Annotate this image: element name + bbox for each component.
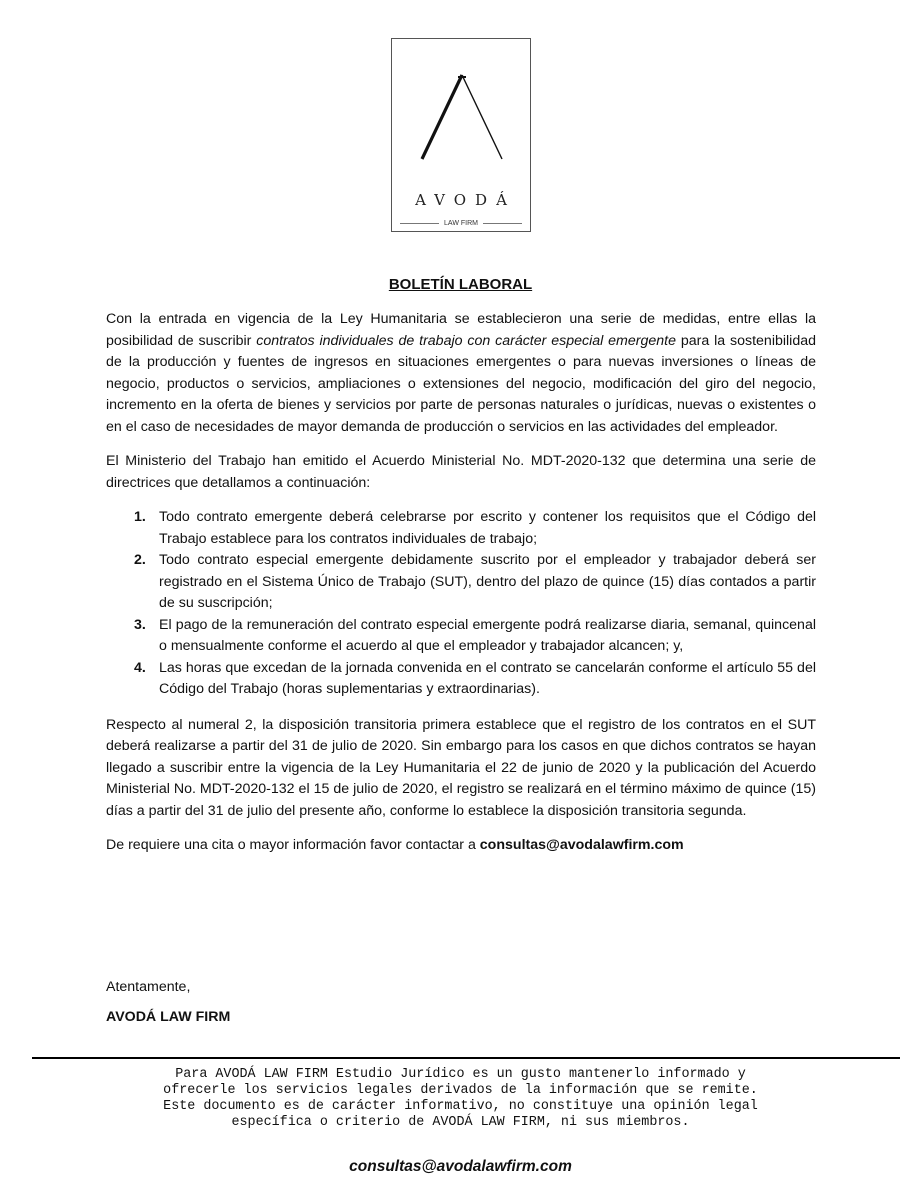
list-item <box>106 550 816 615</box>
firm-logo <box>391 38 531 232</box>
lambda-logo-icon <box>412 69 512 164</box>
signature-firm-name: AVODÁ LAW FIRM <box>106 1009 231 1025</box>
footer-divider <box>32 1057 900 1059</box>
list-item-text: Las horas que excedan de la jornada convenida en el contrato se cancelarán conforme el artículo 55 del Código del Trabajo (horas suplementarias y extraordinarias). <box>159 659 816 697</box>
intro-paragraph <box>106 309 816 438</box>
logo-divider-right <box>483 223 522 224</box>
footer-line: Este documento es de carácter informativo, no constituye una opinión legal <box>163 1099 758 1114</box>
footer-line: específica o criterio de AVODÁ LAW FIRM, ni sus miembros. <box>231 1115 690 1130</box>
logo-name: AVODÁ <box>415 191 516 209</box>
directives-paragraph: El Ministerio del Trabajo han emitido el Acuerdo Ministerial No. MDT-2020-132 que determina una serie de directrices que detallamos a continuación: <box>106 453 816 491</box>
list-item-text: El pago de la remuneración del contrato especial emergente podrá realizarse diaria, semanal, quincenal o mensualmente conforme el acuerdo al que el empleador y trabajador alcancen; y, <box>159 616 816 654</box>
list-item-number: 3. <box>134 616 146 633</box>
list-item-number: 2. <box>134 552 146 568</box>
logo-subtitle: LAW FIRM <box>444 220 478 227</box>
list-item <box>106 615 816 658</box>
list-item <box>106 658 816 701</box>
intro-text-start: Con la entrada en vigencia de la Ley Humanitaria se establecieron una serie de medidas, entre ellas la posibilidad de suscribir <box>106 311 816 349</box>
contact-text: De requiere una cita o mayor información favor contactar a <box>106 837 480 853</box>
footer-disclaimer <box>0 1067 921 1131</box>
document-body <box>106 309 816 870</box>
logo-divider-left <box>400 223 439 224</box>
list-item-number: 1. <box>134 509 146 525</box>
transitory-paragraph: Respecto al numeral 2, la disposición transitoria primera establece que el registro de los contratos en el SUT deberá realizarse a partir del 31 de julio de 2020. Sin embargo para los casos en que dichos contratos se hayan llegado a suscribir entre la vigencia de la Ley Humanitaria el 22 de junio de 2020 y la publicación del Acuerdo Ministerial No. MDT-2020-132 el 15 de julio de 2020, el registro se realizará en el término máximo de quince (15) días a partir del 31 de julio del presente año, conforme lo establece la disposición transitoria segunda. <box>106 716 816 819</box>
directives-list <box>106 507 816 701</box>
contact-paragraph <box>106 835 816 857</box>
intro-italic-text: contratos individuales de trabajo con carácter especial emergente <box>256 332 676 349</box>
list-item-text: Todo contrato especial emergente debidamente suscrito por el empleador y trabajador deberá ser registrado en el Sistema Único de Trabajo (SUT), dentro del plazo de quince (15) días contados a partir de su suscripción; <box>159 552 816 611</box>
footer-line: Para AVODÁ LAW FIRM Estudio Jurídico es un gusto mantenerlo informado y <box>175 1067 746 1082</box>
closing-salutation: Atentamente, <box>106 979 191 995</box>
footer-email-link[interactable]: consultas@avodalawfirm.com <box>349 1158 572 1175</box>
intro-text-end: para la sostenibilidad de la producción y fuentes de ingresos en situaciones emergentes o para nuevas inversiones o líneas de negocio, productos o servicios, ampliaciones o extensiones del negocio, modificación del giro del negocio, incremento en la oferta de bienes y servicios por parte de personas naturales o jurídicas, nuevas o existentes o en el caso de necesidades de mayor demanda de producción o servicios en las actividades del empleador. <box>106 332 816 435</box>
list-item-number: 4. <box>134 659 146 676</box>
footer-line: ofrecerle los servicios legales derivados de la información que se remite. <box>163 1083 758 1098</box>
list-item-text: Todo contrato emergente deberá celebrarse por escrito y contener los requisitos que el Código del Trabajo establece para los contratos individuales de trabajo; <box>159 509 816 547</box>
list-item <box>106 507 816 550</box>
contact-email-link[interactable]: consultas@avodalawfirm.com <box>479 837 684 853</box>
document-title: BOLETÍN LABORAL <box>388 276 533 293</box>
logo-subtitle-row <box>400 220 522 227</box>
